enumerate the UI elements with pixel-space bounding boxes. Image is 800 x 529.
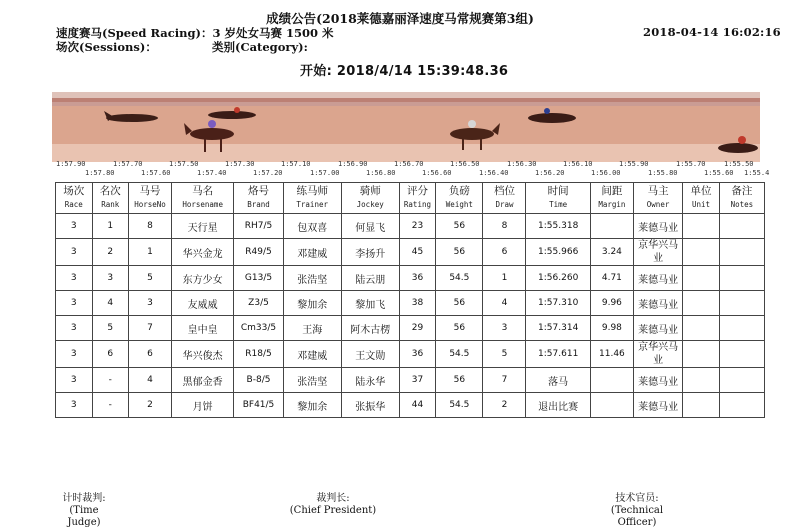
cell-rank: 6	[92, 341, 129, 368]
time-judge-label-en: (Time Judge)	[67, 505, 101, 528]
cell-draw: 5	[483, 341, 526, 368]
header-draw-cn: 档位	[493, 185, 515, 197]
table-row	[56, 266, 765, 291]
time-judge-signature	[54, 493, 114, 529]
cell-jockey: 陆永华	[341, 368, 399, 393]
cell-unit	[683, 291, 720, 316]
tick-label: 1:57.40	[197, 169, 227, 177]
photo-finish-start-time: 开始: 2018/4/14 15:39:48.36	[300, 64, 509, 79]
cell-rank: 1	[92, 214, 129, 239]
technical-officer-label: 技术官员:	[615, 493, 659, 504]
cell-horse-no: 2	[129, 393, 172, 418]
tick-label: 1:57.20	[253, 169, 283, 177]
header-jockey-cn: 骑师	[359, 185, 381, 197]
cell-weight: 54.5	[436, 341, 483, 368]
cell-weight: 56	[436, 316, 483, 341]
header-time	[526, 183, 590, 214]
header-rating-cn: 评分	[406, 185, 428, 197]
cell-brand: BF41/5	[234, 393, 283, 418]
cell-rank: -	[92, 368, 129, 393]
cell-trainer: 邓建威	[283, 239, 341, 266]
cell-horse-no: 3	[129, 291, 172, 316]
header-horse-name-en: Horsename	[182, 200, 223, 209]
tick-label: 1:55.60	[704, 169, 734, 177]
header-margin-cn: 间距	[601, 185, 623, 197]
header-jockey	[341, 183, 399, 214]
cell-rating: 44	[399, 393, 436, 418]
cell-horse-no: 4	[129, 368, 172, 393]
cell-rating: 36	[399, 341, 436, 368]
cell-horse-name: 华兴金龙	[172, 239, 234, 266]
header-horse-no-en: HorseNo	[134, 200, 166, 209]
cell-draw: 1	[483, 266, 526, 291]
tick-label: 1:56.70	[394, 160, 424, 168]
cell-race: 3	[56, 341, 93, 368]
header-unit	[683, 183, 720, 214]
header-trainer-en: Trainer	[296, 200, 328, 209]
cell-horse-no: 8	[129, 214, 172, 239]
header-rank-cn: 名次	[99, 185, 121, 197]
cell-jockey: 何显飞	[341, 214, 399, 239]
cell-brand: Cm33/5	[234, 316, 283, 341]
tick-label: 1:56.80	[366, 169, 396, 177]
table-header-row	[56, 183, 765, 214]
tick-label: 1:55.70	[676, 160, 706, 168]
cell-rank: 2	[92, 239, 129, 266]
cell-jockey: 王文勋	[341, 341, 399, 368]
cell-rank: 3	[92, 266, 129, 291]
header-horse-name	[172, 183, 234, 214]
header-brand-cn: 烙号	[248, 185, 269, 197]
cell-margin	[590, 368, 633, 393]
photo-finish-time-scale	[52, 160, 770, 180]
cell-draw: 3	[483, 316, 526, 341]
cell-horse-name: 华兴俊杰	[172, 341, 234, 368]
cell-owner: 京华兴马业	[633, 239, 682, 266]
cell-notes	[719, 239, 764, 266]
tick-label: 1:57.00	[310, 169, 340, 177]
cell-jockey: 李扬升	[341, 239, 399, 266]
cell-owner: 京华兴马业	[633, 341, 682, 368]
cell-time: 1:55.966	[526, 239, 590, 266]
header-notes	[719, 183, 764, 214]
header-draw	[483, 183, 526, 214]
table-row	[56, 316, 765, 341]
cell-race: 3	[56, 214, 93, 239]
header-owner	[633, 183, 682, 214]
cell-notes	[719, 368, 764, 393]
cell-notes	[719, 341, 764, 368]
cell-draw: 7	[483, 368, 526, 393]
cell-notes	[719, 393, 764, 418]
table-row	[56, 214, 765, 239]
header-race-cn: 场次	[63, 185, 85, 197]
cell-draw: 8	[483, 214, 526, 239]
cell-horse-name: 友威威	[172, 291, 234, 316]
cell-rating: 29	[399, 316, 436, 341]
cell-margin: 11.46	[590, 341, 633, 368]
tick-label: 1:57.80	[85, 169, 115, 177]
cell-notes	[719, 291, 764, 316]
cell-draw: 4	[483, 291, 526, 316]
cell-brand: R49/5	[234, 239, 283, 266]
cell-unit	[683, 368, 720, 393]
cell-margin	[590, 214, 633, 239]
header-horse-no-cn: 马号	[139, 185, 161, 197]
tick-label: 1:55.4	[744, 169, 770, 177]
cell-race: 3	[56, 291, 93, 316]
tick-label: 1:57.50	[169, 160, 199, 168]
table-row	[56, 341, 765, 368]
cell-race: 3	[56, 239, 93, 266]
cell-time: 1:57.314	[526, 316, 590, 341]
header-rating-en: Rating	[403, 200, 431, 209]
cell-owner: 莱德马业	[633, 368, 682, 393]
header-time-cn: 时间	[547, 185, 569, 197]
chief-president-signature	[288, 493, 378, 517]
cell-unit	[683, 214, 720, 239]
cell-rank: 5	[92, 316, 129, 341]
results-table	[55, 182, 765, 418]
header-margin-en: Margin	[598, 200, 626, 209]
cell-notes	[719, 316, 764, 341]
cell-trainer: 黎加余	[283, 393, 341, 418]
tick-label: 1:55.80	[648, 169, 678, 177]
category-label: 类别(Category):	[212, 40, 308, 54]
tick-label: 1:56.60	[422, 169, 452, 177]
cell-jockey: 陆云朋	[341, 266, 399, 291]
cell-owner: 莱德马业	[633, 316, 682, 341]
header-weight-en: Weight	[445, 200, 473, 209]
cell-horse-name: 黑郁金香	[172, 368, 234, 393]
cell-time: 退出比赛	[526, 393, 590, 418]
cell-trainer: 张浩坚	[283, 368, 341, 393]
header-weight	[436, 183, 483, 214]
cell-margin	[590, 393, 633, 418]
header-race-en: Race	[64, 200, 83, 209]
cell-weight: 56	[436, 214, 483, 239]
header-trainer-cn: 练马师	[296, 185, 328, 197]
cell-time: 落马	[526, 368, 590, 393]
header-weight-cn: 负磅	[448, 185, 470, 197]
table-row	[56, 291, 765, 316]
cell-draw: 2	[483, 393, 526, 418]
cell-weight: 56	[436, 239, 483, 266]
cell-horse-no: 5	[129, 266, 172, 291]
cell-owner: 莱德马业	[633, 291, 682, 316]
cell-margin: 3.24	[590, 239, 633, 266]
cell-horse-no: 7	[129, 316, 172, 341]
cell-rank: -	[92, 393, 129, 418]
header-unit-cn: 单位	[690, 185, 712, 197]
cell-brand: RH7/5	[234, 214, 283, 239]
tick-label: 1:56.10	[563, 160, 593, 168]
header-horse-no	[129, 183, 172, 214]
cell-rating: 45	[399, 239, 436, 266]
cell-jockey: 阿木古楞	[341, 316, 399, 341]
header-brand	[234, 183, 283, 214]
cell-margin: 9.98	[590, 316, 633, 341]
cell-time: 1:55.318	[526, 214, 590, 239]
cell-rating: 36	[399, 266, 436, 291]
header-time-en: Time	[549, 200, 568, 209]
cell-horse-name: 天行星	[172, 214, 234, 239]
tick-label: 1:56.90	[338, 160, 368, 168]
cell-trainer: 邓建威	[283, 341, 341, 368]
cell-trainer: 王海	[283, 316, 341, 341]
header-notes-cn: 备注	[731, 185, 753, 197]
header-rating	[399, 183, 436, 214]
header-brand-en: Brand	[247, 200, 270, 209]
cell-weight: 56	[436, 291, 483, 316]
report-datetime: 2018-04-14 16:02:16	[643, 25, 781, 39]
cell-time: 1:57.310	[526, 291, 590, 316]
cell-horse-name: 东方少女	[172, 266, 234, 291]
cell-race: 3	[56, 393, 93, 418]
chief-president-label: 裁判长:	[316, 493, 350, 504]
results-body	[56, 214, 765, 418]
header-unit-en: Unit	[692, 200, 711, 209]
cell-race: 3	[56, 368, 93, 393]
cell-horse-name: 月饼	[172, 393, 234, 418]
cell-margin: 4.71	[590, 266, 633, 291]
cell-time: 1:57.611	[526, 341, 590, 368]
cell-brand: B-8/5	[234, 368, 283, 393]
tick-label: 1:57.70	[113, 160, 143, 168]
cell-notes	[719, 266, 764, 291]
cell-trainer: 黎加余	[283, 291, 341, 316]
technical-officer-signature	[592, 493, 682, 529]
header-trainer	[283, 183, 341, 214]
sessions-label: 场次(Sessions)：	[56, 40, 157, 54]
time-judge-label: 计时裁判:	[62, 493, 106, 504]
cell-weight: 56	[436, 368, 483, 393]
tick-label: 1:56.50	[450, 160, 480, 168]
cell-owner: 莱德马业	[633, 214, 682, 239]
tick-label: 1:57.60	[141, 169, 171, 177]
cell-unit	[683, 239, 720, 266]
cell-owner: 莱德马业	[633, 266, 682, 291]
tick-label: 1:56.30	[507, 160, 537, 168]
tick-label: 1:55.50	[724, 160, 754, 168]
cell-unit	[683, 266, 720, 291]
cell-rating: 23	[399, 214, 436, 239]
race-label: 速度赛马(Speed Racing)：	[56, 26, 213, 40]
cell-unit	[683, 393, 720, 418]
cell-unit	[683, 316, 720, 341]
header-horse-name-cn: 马名	[192, 185, 214, 197]
cell-time: 1:56.260	[526, 266, 590, 291]
tick-label: 1:56.40	[479, 169, 509, 177]
cell-jockey: 黎加飞	[341, 291, 399, 316]
header-owner-en: Owner	[646, 200, 670, 209]
cell-horse-no: 6	[129, 341, 172, 368]
cell-trainer: 包双喜	[283, 214, 341, 239]
cell-weight: 54.5	[436, 393, 483, 418]
header-rank-en: Rank	[101, 200, 120, 209]
cell-race: 3	[56, 316, 93, 341]
tick-label: 1:56.00	[591, 169, 621, 177]
header-notes-en: Notes	[730, 200, 754, 209]
header-rank	[92, 183, 129, 214]
cell-horse-no: 1	[129, 239, 172, 266]
cell-jockey: 张振华	[341, 393, 399, 418]
header-jockey-en: Jockey	[356, 200, 384, 209]
cell-unit	[683, 341, 720, 368]
table-row	[56, 393, 765, 418]
chief-president-label-en: (Chief President)	[289, 505, 377, 516]
tick-label: 1:56.20	[535, 169, 565, 177]
header-race	[56, 183, 93, 214]
cell-brand: Z3/5	[234, 291, 283, 316]
header-owner-cn: 马主	[647, 185, 669, 197]
cell-owner: 莱德马业	[633, 393, 682, 418]
cell-brand: R18/5	[234, 341, 283, 368]
cell-draw: 6	[483, 239, 526, 266]
cell-rating: 37	[399, 368, 436, 393]
table-row	[56, 239, 765, 266]
cell-race: 3	[56, 266, 93, 291]
tick-label: 1:55.90	[619, 160, 649, 168]
cell-rating: 38	[399, 291, 436, 316]
header-margin	[590, 183, 633, 214]
cell-rank: 4	[92, 291, 129, 316]
cell-horse-name: 皇中皇	[172, 316, 234, 341]
cell-weight: 54.5	[436, 266, 483, 291]
tick-label: 1:57.30	[225, 160, 255, 168]
race-value: 3 岁处女马赛 1500 米	[212, 26, 334, 40]
announcement-title: 成绩公告(2018莱德嘉丽泽速度马常规赛第3组)	[266, 11, 534, 26]
cell-margin: 9.96	[590, 291, 633, 316]
cell-trainer: 张浩坚	[283, 266, 341, 291]
tick-label: 1:57.90	[56, 160, 86, 168]
technical-officer-label-en: (Technical Officer)	[610, 505, 664, 528]
table-row	[56, 368, 765, 393]
cell-brand: G13/5	[234, 266, 283, 291]
cell-notes	[719, 214, 764, 239]
tick-label: 1:57.10	[281, 160, 311, 168]
header-draw-en: Draw	[495, 200, 514, 209]
